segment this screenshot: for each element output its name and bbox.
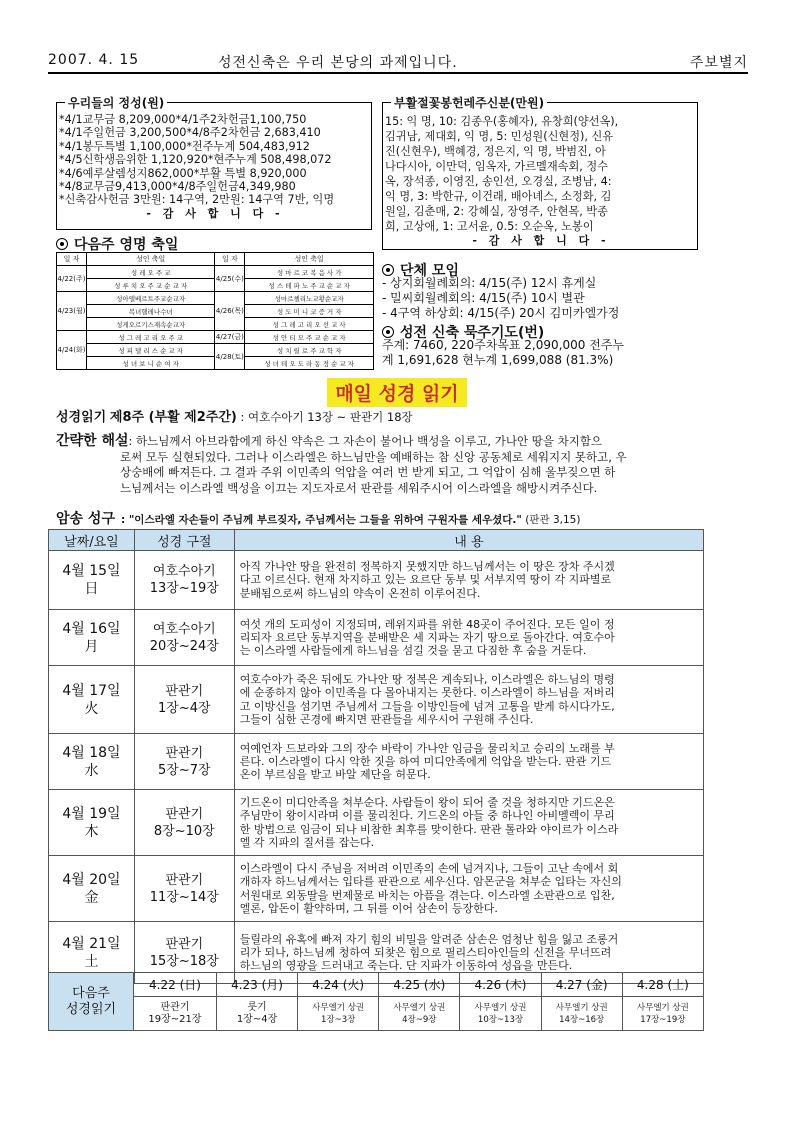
summary-line: 로써 모두 실현되었다. 그러나 이스라엘은 하느님만을 예배하는 참 신앙 공동체로 세워지지 못하고, 우: [120, 449, 627, 464]
header-cell: 성인 축일: [86, 253, 214, 266]
summary-label: 간략한 해설: [56, 433, 129, 449]
row-text: 하느님의 영광을 드러내고 죽는다. 단 지파가 이동하여 성읍을 만든다.: [239, 959, 573, 973]
row-text: 엘론, 압돈이 활약하며, 그 뒤를 이어 삼손이 등장한다.: [239, 901, 498, 915]
prayer-line: 계 1,691,628 현누계 1,699,088 (81.3%): [382, 352, 614, 367]
page-header: [48, 50, 748, 72]
donation-line: 진(신현우), 백혜경, 정은지, 익 명, 박범진, 아: [385, 145, 606, 158]
row-text: 아직 가나안 땅을 완전히 정복하지 못했지만 하느님께서는 이 땅은 장차 주시겠: [239, 560, 615, 574]
row-text: 주님만이 왕이시라며 이를 물리친다. 기드온의 아들 중 하나인 아비멜렉이 무리: [239, 809, 615, 823]
row-date: 4월 20일: [62, 871, 121, 888]
offering-line: *신축감사헌금 3만원: 14구역, 2만원: 14구역 7반, 익명: [59, 193, 335, 207]
groups-section-title: 단체 모임: [382, 260, 459, 280]
row-day: 土: [84, 953, 99, 970]
header-cell: 일 자: [57, 253, 87, 266]
next-week-date: 4.26 (木): [460, 973, 541, 997]
offering-line: *4/8교무금9,413,000*4/8주일헌금4,349,980: [59, 180, 296, 194]
table-header-row: [49, 530, 704, 551]
row-chapters: 1장~4장: [158, 700, 211, 716]
next-week-date: 4.23 (月): [217, 973, 298, 997]
next-week-date: 4.22 (日): [134, 973, 217, 997]
group-item: - 밀씨회월례회의: 4/15(주) 10시 별관: [382, 291, 585, 305]
table-row: [49, 790, 704, 856]
feast-saint: 성 스 테 파 노 주 교 순 교 자: [245, 279, 374, 292]
offering-line: *4/6예루살렘성지862,000*부활 특별 8,920,000: [59, 166, 307, 180]
feast-saint: 성 레 오 주 교: [86, 266, 214, 279]
row-day: 日: [84, 581, 99, 597]
row-date: 4월 18일: [62, 744, 121, 761]
summary: [56, 434, 716, 496]
header-cell: 일 자: [215, 253, 245, 266]
row-chapters: 11장~14장: [149, 889, 219, 905]
group-item: - 4구역 하상회: 4/15(주) 20시 김미카엘가정: [382, 306, 620, 320]
banner: [0, 378, 794, 407]
donation-line: 15: 익 명, 10: 김종우(홍혜자), 유창희(양선옥),: [385, 115, 619, 128]
row-text: 이스라엘이 다시 주님을 저버려 이민족의 손에 넘겨지나, 그들이 고난 속에서 회: [239, 862, 619, 876]
offering-line: *4/1주일헌금 3,200,500*4/8주2차헌금 2,683,410: [59, 126, 321, 140]
prayer-line: 주계: 7460, 220주차목표 2,090,000 전주누: [382, 338, 624, 352]
row-date: 4월 21일: [62, 935, 121, 952]
header-divider: [48, 72, 748, 74]
next-week-book: 사무엘기 상권 10장~13장: [460, 997, 541, 1031]
donation-title: 부활절꽃봉헌레주신분(만원): [391, 94, 547, 111]
reading-label: 성경읽기: [56, 410, 107, 425]
feast-date: 4/24(화): [57, 331, 87, 370]
row-text: 온이 부르심을 받고 바알 제단을 허문다.: [239, 768, 431, 782]
header-content: 내 용: [234, 530, 703, 551]
row-text: 서원대로 외동딸을 번제물로 바치는 아픔을 겪는다. 이스라엘 소판관으로 입찬,: [239, 888, 615, 902]
row-text: 여호수아가 죽은 뒤에도 가나안 땅 정복은 계속되나, 이스라엘은 하느님의 명령: [239, 673, 615, 687]
row-chapters: 8장~10장: [153, 823, 215, 839]
next-week-book: 사무엘기 상권 4장~9장: [379, 997, 460, 1031]
feast-date: 4/23(월): [57, 292, 87, 331]
header-date: 2007. 4. 15: [48, 52, 140, 68]
next-week-table: [48, 972, 704, 1031]
summary-line: 상숭배에 빠져든다. 그 결과 주위 이민족의 억압을 여러 번 받게 되고, 그 억압이 심해 울부짖으면 하: [120, 465, 616, 479]
offering-title: 우리들의 정성(원): [65, 94, 167, 111]
feast-saint: 성아델베르트주교순교자: [86, 292, 214, 305]
row-day: 金: [84, 889, 99, 906]
header-cell: 성인 축일: [245, 253, 374, 266]
summary-line: : 하느님께서 아브라함에게 하신 약속은 그 자손이 불어나 백성을 이루고, 가나안 땅을 차지함으: [128, 434, 603, 448]
row-chapters: 15장~18장: [149, 953, 219, 969]
donation-line: 익 명, 3: 박한규, 이건래, 배아녜스, 소정화, 김: [385, 190, 612, 203]
header-label: 주보별지: [689, 55, 748, 71]
offering-thanks: - 감 사 합 니 다 -: [146, 206, 284, 220]
feast-date: 4/22(주): [57, 266, 87, 292]
feast-date: 4/26(목): [215, 292, 245, 331]
feast-saint: 성 마 르 코 복 음 사 가: [245, 266, 374, 279]
next-week-label: 다음주 성경읽기: [49, 973, 134, 1031]
reading-line: [56, 406, 716, 425]
memory-text: : "이스라엘 자손들이 주님께 부르짖자, 주님께서는 그들을 위하여 구원자를 세우셨다.": [120, 514, 522, 526]
feast-date: 4/25(수): [215, 266, 245, 292]
memory-verse: [56, 508, 716, 528]
prayer-text: [382, 338, 702, 367]
row-chapters: 20장~24장: [149, 638, 219, 654]
row-book: 여호수아기: [152, 621, 216, 637]
row-book: 판관기: [165, 683, 204, 699]
feast-saint: 성 루 치 오 주 교 순 교 자: [86, 279, 214, 292]
feast-saint: 성 안 티 모 주 교 순 교 자: [245, 331, 374, 344]
next-week-date: 4.24 (火): [298, 973, 379, 997]
row-book: 판관기: [165, 745, 204, 761]
row-text: 리가 되나, 하느님께 청하여 되찾은 힘으로 필리스티아인들의 신전을 무너뜨려: [239, 945, 612, 959]
feast-saint: 성 녀 보 니 순 여 자: [86, 357, 214, 370]
feast-saint: 성게오르기스재속순교자: [86, 318, 214, 331]
row-text: 는 이스라엘 사람들에게 하느님을 섬길 것을 묻고 다짐한 후 숨을 거둔다.: [239, 644, 587, 658]
table-row: [49, 856, 704, 922]
row-text: 다고 이르신다. 현재 차지하고 있는 요르단 동부 및 서부지역 땅이 각 지파별로: [239, 573, 612, 587]
next-week-book: 사무엘기 상권 14장~16장: [541, 997, 622, 1031]
next-week-book: 판관기 19장~21장: [134, 997, 217, 1031]
row-text: 한 방법으로 임금이 되나 비참한 최후를 맞이한다. 판관 톨라와 야이르가 이스라: [239, 822, 619, 836]
row-day: 木: [84, 823, 99, 840]
feast-saint: 성 그 레 고 리 오 주 교: [86, 331, 214, 344]
row-date: 4월 19일: [62, 805, 121, 822]
table-header-row: [57, 253, 374, 266]
feast-saint: 성 그 레 고 리 오 선 교 사: [245, 318, 374, 331]
row-day: 水: [84, 762, 99, 779]
donation-lines: [385, 114, 697, 247]
header-motto: 성전신축은 우리 본당의 과제입니다.: [218, 55, 458, 71]
row-day: 火: [84, 700, 99, 717]
row-text: 엘 각 지파의 질서를 잡는다.: [239, 835, 375, 849]
row-chapters: 13장~19장: [149, 581, 219, 596]
reading-range: : 여호수아기 13장 ~ 판관기 18장: [236, 410, 413, 424]
donation-line: 나다시아, 이만덕, 임옥자, 가르멜재속회, 정수: [385, 160, 608, 173]
next-week-book: 사무엘기 상권 1장~3장: [298, 997, 379, 1031]
row-text: 에 순종하지 않아 이민족을 다 몰아내지는 못한다. 이스라엘이 하느님을 저버리: [239, 686, 615, 700]
row-date: 4월 17일: [62, 682, 121, 699]
table-row: [49, 666, 704, 734]
feast-date: 4/27(금): [215, 331, 245, 344]
offering-line: *4/5신학생음위한 1,120,920*현주누계 508,498,072: [59, 153, 332, 167]
row-text: 분배됨으로써 하느님의 약속이 온전히 이루어진다.: [239, 586, 481, 600]
row-book: 판관기: [165, 936, 204, 952]
row-book: 판관기: [165, 872, 204, 888]
next-week-date: 4.25 (水): [379, 973, 460, 997]
groups-list: [382, 276, 702, 321]
donation-line: 원일, 김춘매, 2: 강혜실, 장영주, 안현목, 박종: [385, 205, 608, 218]
donation-box: [382, 96, 698, 250]
memory-label: 암송 성구: [56, 511, 115, 527]
donation-thanks: - 감 사 합 니 다 -: [472, 234, 610, 247]
table-row: [49, 734, 704, 790]
table-row: [49, 551, 704, 610]
donation-line: 옥, 장석종, 이영진, 송인선, 오경실, 조병남, 4:: [385, 175, 612, 188]
row-date: 4월 15일: [62, 563, 121, 579]
feast-table: [56, 252, 374, 370]
feast-saint: 복녀헬레나수녀: [86, 305, 214, 318]
feast-saint: 성 도 미 니 코 증 거 자: [245, 305, 374, 318]
row-text: 른다. 이스라엘이 다시 악한 짓을 하여 미디안족에게 억압을 받는다. 판관 기드: [239, 754, 612, 768]
summary-line: 느님께서는 이스라엘 백성을 이끄는 지도자로서 판관를 세워주시어 이스라엘을 해방시켜주신다.: [120, 480, 598, 495]
next-week-date: 4.27 (金): [541, 973, 622, 997]
offering-line: *4/1교무금 8,209,000*4/1주2차헌금1,100,750: [59, 113, 307, 126]
offering-box: [56, 96, 372, 230]
bullet-circle-icon: [56, 238, 68, 250]
header-verse: 성경 구절: [134, 530, 234, 551]
feast-saint: 성마르첼리노교황순교자: [245, 292, 374, 305]
offering-lines: [59, 113, 371, 220]
reading-week: 제8주 (부활 제2주간): [109, 410, 237, 425]
row-book: 여호수아기: [152, 564, 216, 579]
group-item: - 상지회월례회의: 4/15(주) 12시 휴게실: [382, 276, 597, 290]
row-chapters: 5장~7장: [158, 762, 211, 778]
row-text: 들릴라의 유혹에 빠져 자기 힘의 비밀을 알려준 삼손은 엄청난 힘을 잃고 조롱거: [239, 932, 619, 946]
donation-line: 희, 고상애, 1: 고서윤, 0.5: 오순옥, 노봉이: [385, 220, 594, 233]
row-text: 그들이 심한 곤경에 빠지면 판관들을 세우시어 구원해 주신다.: [239, 712, 534, 726]
row-text: 여섯 개의 도피성이 지정되며, 레위지파를 위한 48곳이 주어진다. 모든 일이 정: [239, 617, 615, 631]
next-week-date: 4.28 (土): [622, 973, 703, 997]
row-text: 고 이방신을 섬기면 주님께서 그들을 이방인들에 넘겨 고통을 받게 하시다가도,: [239, 699, 615, 713]
donation-line: 김귀남, 제대회, 익 명, 5: 민성원(신현정), 신유: [385, 130, 614, 143]
row-text: 여예언자 드보라와 그의 장수 바락이 가나안 임금을 물리치고 승리의 노래를 부: [239, 741, 615, 755]
feast-saint: 성 피 델 리 스 순 교 자: [86, 344, 214, 357]
bullet-circle-icon: [382, 326, 394, 338]
header-date: 날짜/요일: [49, 530, 135, 551]
memory-ref: (판관 3,15): [525, 514, 581, 526]
feast-saint: 성 녀 테 오 도 라 동 정 순 교 자: [245, 357, 374, 370]
offering-line: *4/1봉두특별 1,100,000*전주누계 504,483,912: [59, 139, 310, 153]
row-day: 月: [84, 638, 99, 655]
feast-section-title: 다음주 영명 축일: [56, 234, 178, 254]
feast-saint: 성 치 릴 로 주 교 학 자: [245, 344, 374, 357]
row-book: 판관기: [165, 806, 204, 822]
prayer-section-title: 성전 신축 묵주기도(번): [382, 322, 544, 342]
row-text: 리되자 요르단 동부지역을 분배받은 세 지파는 자기 땅으로 돌아간다. 여호수아: [239, 630, 615, 644]
banner-title: 매일 성경 읽기: [327, 378, 466, 407]
reading-table: [48, 529, 704, 984]
row-text: 기드온이 미디안족을 쳐부순다. 사람들이 왕이 되어 줄 것을 청하지만 기드온은: [239, 796, 615, 810]
next-week-book: 사무엘기 상권 17장~19장: [622, 997, 703, 1031]
feast-date: 4/28(토): [215, 344, 245, 370]
row-date: 4월 16일: [62, 620, 121, 637]
next-week-book: 룻기 1장~4장: [217, 997, 298, 1031]
bullet-circle-icon: [382, 264, 394, 276]
row-text: 개하자 하느님께서는 입타를 판관으로 세우신다. 암몬군을 쳐부순 입타는 자신의: [239, 875, 622, 889]
table-row: [49, 610, 704, 666]
